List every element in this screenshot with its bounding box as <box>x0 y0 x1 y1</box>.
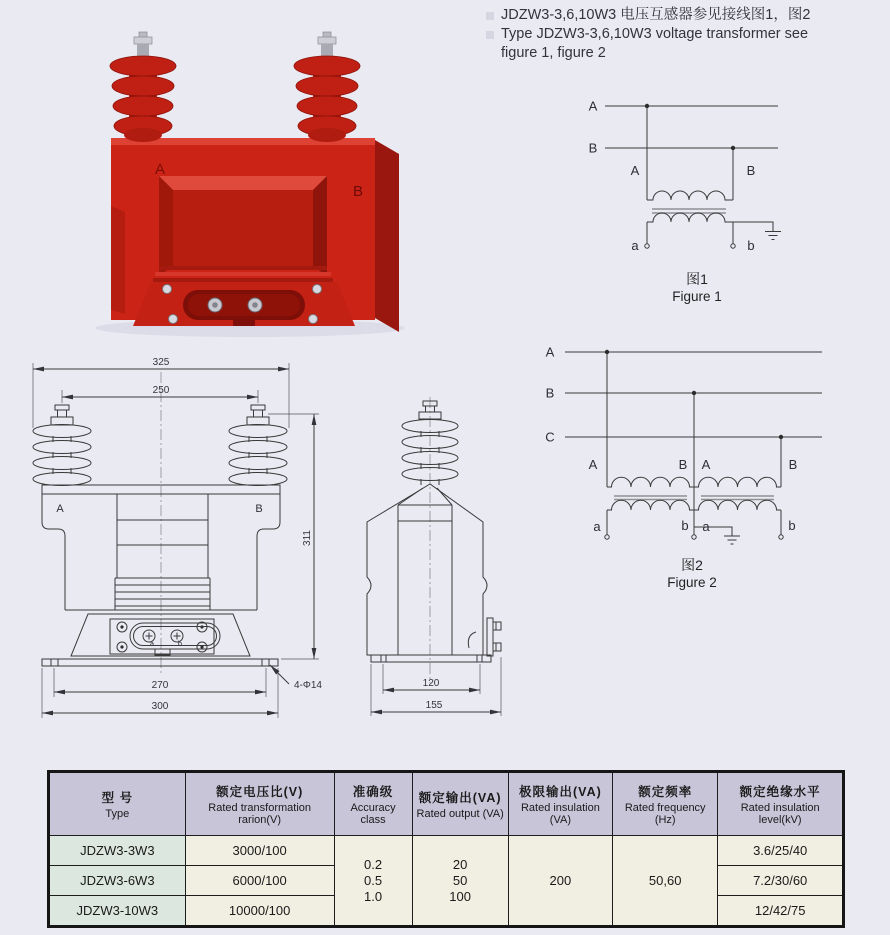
screw <box>313 285 322 294</box>
terminal-box <box>133 282 355 326</box>
output-value: 50 <box>452 872 468 888</box>
col-header-insulation-level: 额定绝缘水平 Rated insulation level(kV) <box>718 772 844 836</box>
dim-text-300: 300 <box>151 701 169 712</box>
figure2-wiring-diagram <box>495 335 890 595</box>
spec-table <box>47 770 845 928</box>
col-header-ratio: 额定电压比(V) Rated transformation rarion(V) <box>185 772 334 836</box>
dim-text-120: 120 <box>422 678 440 689</box>
cell-insulation-level: 7.2/30/60 <box>718 866 844 896</box>
fig1-caption-en: Figure 1 <box>672 289 722 304</box>
accuracy-value: 1.0 <box>364 888 383 904</box>
screw <box>163 285 172 294</box>
fig1-bus-label: A <box>588 98 598 114</box>
dimension-120 <box>383 664 480 694</box>
fig1-secondary-winding <box>647 213 733 222</box>
dimension-270 <box>54 668 266 697</box>
col-header-limit-output: 极限输出(VA) Rated insulation (VA) <box>508 772 612 836</box>
fig1-winding-label: B <box>746 163 756 178</box>
ground-icon <box>724 536 740 544</box>
dim-text-155: 155 <box>425 700 443 711</box>
cell-ratio: 3000/100 <box>185 836 334 866</box>
front-terminal-label-A: A <box>56 503 64 515</box>
insulator-left <box>110 32 176 142</box>
dimension-250 <box>62 385 258 403</box>
cell-model: JDZW3-10W3 <box>49 896 186 927</box>
accuracy-value: 0.2 <box>364 856 383 872</box>
figure1-wiring-diagram <box>555 88 890 313</box>
fig2-bus-label: B <box>545 385 555 401</box>
front-base-plate <box>42 659 278 666</box>
dimension-311 <box>268 414 319 659</box>
fig2-bus-label: A <box>545 344 555 360</box>
col-header-type: 型 号 Type <box>49 772 186 836</box>
cell-model: JDZW3-3W3 <box>49 836 186 866</box>
note-en-line1: Type JDZW3-3,6,10W3 voltage transformer see <box>501 26 809 42</box>
note-en-text <box>501 25 808 63</box>
note-en <box>486 25 888 63</box>
screw <box>169 315 178 324</box>
fig1-bus-label: B <box>588 140 598 156</box>
fig2-terminal-label: b <box>788 518 796 533</box>
front-insulator-left <box>33 405 91 486</box>
fig2-primary-winding-2 <box>694 477 781 487</box>
fig1-caption-zh: 图1 <box>686 271 708 287</box>
fig2-winding-label: B <box>678 457 688 472</box>
fig2-winding-label: A <box>588 457 598 472</box>
side-terminal-bracket <box>487 618 501 656</box>
col-header-output: 额定输出(VA) Rated output (VA) <box>412 772 508 836</box>
fig2-terminal-label: a <box>702 519 710 534</box>
cell-insulation-level: 12/42/75 <box>718 896 844 927</box>
screw <box>309 315 318 324</box>
dim-text-311: 311 <box>302 530 313 546</box>
fig2-secondary-winding-1 <box>607 500 694 510</box>
fig2-circuit <box>565 350 822 544</box>
spec-table-header <box>49 772 844 836</box>
front-terminal-box <box>71 614 250 656</box>
fig2-terminal-label: a <box>593 519 601 534</box>
fig2-primary-winding-1 <box>607 477 694 487</box>
front-insulator-right <box>229 405 287 486</box>
fig2-caption-zh: 图2 <box>681 557 703 573</box>
cell-model: JDZW3-6W3 <box>49 866 186 896</box>
dim-text-325: 325 <box>152 357 170 368</box>
square-bullet-icon <box>486 12 494 20</box>
fig1-terminal-label: b <box>747 238 755 253</box>
fig1-ground-wire <box>733 222 773 232</box>
cell-ratio: 10000/100 <box>185 896 334 927</box>
cell-ratio: 6000/100 <box>185 866 334 896</box>
cell-frequency: 50,60 <box>613 836 718 927</box>
front-secondary-label-b: b <box>177 639 183 648</box>
col-header-accuracy: 准确级 Accuracy class <box>334 772 412 836</box>
note-zh <box>486 6 888 25</box>
cell-limit-output: 200 <box>508 836 612 927</box>
dim-text-250: 250 <box>152 385 170 396</box>
side-view-drawing <box>335 385 515 727</box>
fig2-terminal-label: b <box>681 518 689 533</box>
fig2-ground-wire <box>694 527 732 536</box>
cell-insulation-level: 3.6/25/40 <box>718 836 844 866</box>
fig2-winding-label: A <box>701 457 711 472</box>
fig2-secondary-winding-2 <box>694 500 781 510</box>
insulator-right <box>294 32 360 142</box>
fig1-terminal-label: a <box>631 238 639 253</box>
square-bullet-icon <box>486 31 494 39</box>
fig1-primary-winding <box>647 191 733 200</box>
front-view-drawing <box>18 342 333 727</box>
product-photo <box>55 18 425 343</box>
side-body-outline <box>367 484 487 655</box>
dim-text-holes: 4-Φ14 <box>294 680 322 691</box>
front-secondary-label-a: a <box>149 639 155 648</box>
cell-rated-outputs <box>412 836 508 927</box>
accuracy-value: 0.5 <box>364 872 383 888</box>
col-header-frequency: 额定频率 Rated frequency (Hz) <box>613 772 718 836</box>
output-value: 20 <box>452 856 468 872</box>
dimension-300 <box>42 668 278 718</box>
photo-terminal-label-a: A <box>155 161 166 178</box>
note-en-line2: figure 1, figure 2 <box>501 45 606 61</box>
front-terminal-label-B: B <box>255 503 263 515</box>
photo-terminal-label-b: B <box>353 183 364 200</box>
fig2-winding-label: B <box>788 457 798 472</box>
fig2-bus-label: C <box>545 429 555 445</box>
note-zh-text: JDZW3-3,6,10W3 电压互感器参见接线图1，图2 <box>501 7 811 23</box>
header-notes <box>486 6 888 63</box>
dim-text-270: 270 <box>151 680 169 691</box>
ground-icon <box>765 232 781 240</box>
cell-accuracy-classes <box>334 836 412 927</box>
fig2-caption-en: Figure 2 <box>667 575 717 590</box>
fig1-winding-label: A <box>630 163 640 178</box>
table-row <box>49 836 844 866</box>
output-value: 100 <box>449 888 471 904</box>
side-base-plate <box>371 655 491 662</box>
